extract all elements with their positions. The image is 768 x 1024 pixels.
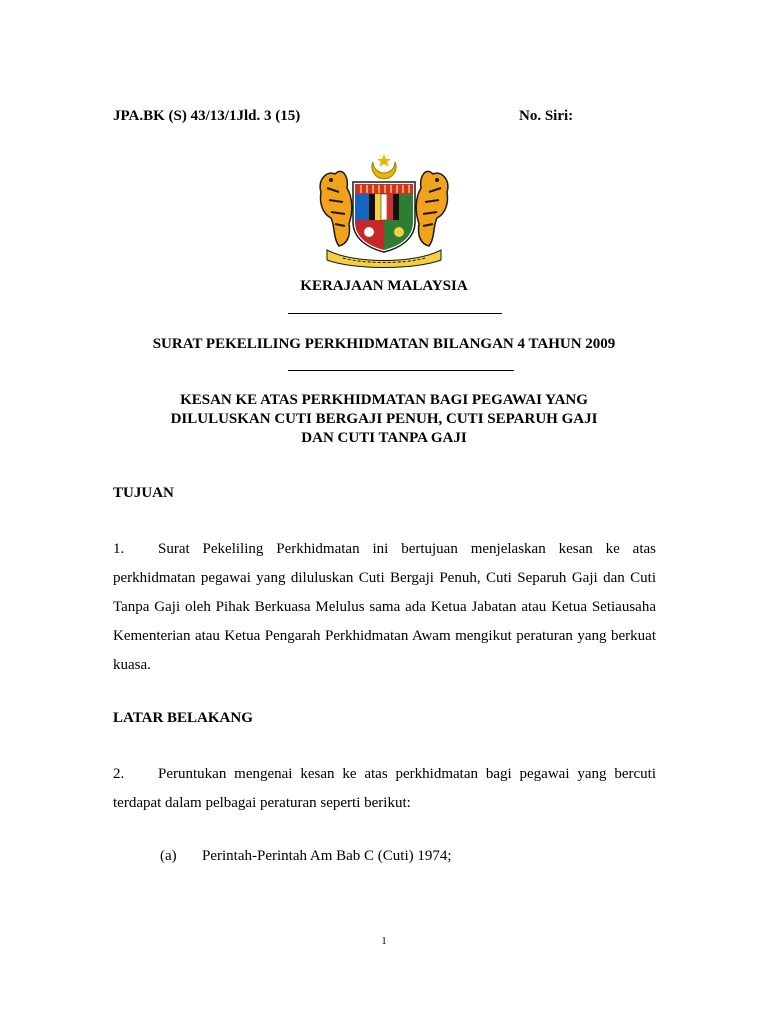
section-heading-tujuan: TUJUAN — [113, 485, 174, 501]
list-item-text: Perintah-Perintah Am Bab C (Cuti) 1974; — [202, 848, 452, 864]
subject-line: DILULUSKAN CUTI BERGAJI PENUH, CUTI SEPARUH GAJI — [170, 411, 598, 427]
paragraph-number: 1. — [113, 541, 125, 557]
list-item — [160, 848, 452, 865]
government-title: KERAJAAN MALAYSIA — [300, 278, 468, 294]
subject-title — [80, 391, 688, 448]
circular-title: SURAT PEKELILING PERKHIDMATAN BILANGAN 4 TAHUN 2009 — [152, 336, 616, 352]
paragraph-1 — [113, 535, 656, 680]
list-item-label: (a) — [160, 848, 177, 864]
subject-line: KESAN KE ATAS PERKHIDMATAN BAGI PEGAWAI YANG — [180, 392, 588, 408]
coat-of-arms-icon — [313, 152, 455, 270]
serial-number-label: No. Siri: — [519, 108, 574, 124]
title-underline — [288, 313, 502, 314]
paragraph-text: Surat Pekeliling Perkhidmatan ini bertujuan menjelaskan kesan ke atas perkhidmatan pegawai yang diluluskan Cuti Bergaji Penuh, Cuti Separuh Gaji dan Cuti Tanpa Gaji oleh Pihak Berkuasa Melulus sama ada Ketua Jabatan atau Ketua Setiausaha Kementerian atau Ketua Pengarah Perkhidmatan Awam mengikut peraturan yang berkuat kuasa. — [113, 541, 656, 673]
section-heading-latar-belakang: LATAR BELAKANG — [113, 710, 253, 726]
page-number: 1 — [381, 935, 387, 947]
subject-line: DAN CUTI TANPA GAJI — [301, 430, 467, 446]
paragraph-number: 2. — [113, 766, 125, 782]
paragraph-text: Peruntukan mengenai kesan ke atas perkhidmatan bagi pegawai yang bercuti terdapat dalam pelbagai peraturan seperti berikut: — [113, 766, 656, 811]
document-reference: JPA.BK (S) 43/13/1Jld. 3 (15) — [113, 108, 301, 124]
paragraph-2 — [113, 760, 656, 818]
circular-underline — [288, 370, 514, 371]
